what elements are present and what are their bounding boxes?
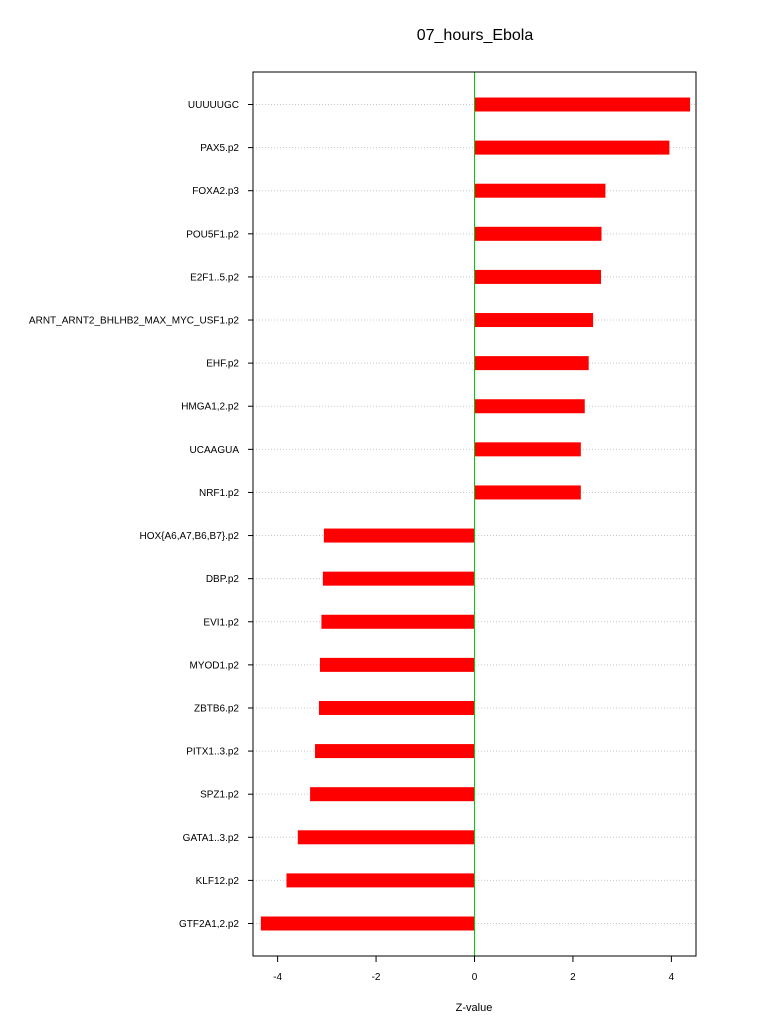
- bar: [310, 787, 474, 801]
- category-label: PAX5.p2: [200, 143, 239, 155]
- x-axis: [273, 956, 674, 983]
- category-label: FOXA2.p3: [192, 186, 239, 198]
- bar: [475, 141, 670, 155]
- x-tick-label: -2: [371, 972, 381, 983]
- bar: [319, 701, 475, 715]
- bar: [315, 744, 474, 758]
- x-tick-label: 0: [471, 972, 478, 983]
- category-label: UUUUUGC: [187, 100, 239, 111]
- category-label: DBP.p2: [205, 574, 239, 586]
- category-label: GATA1..3.p2: [182, 832, 239, 844]
- bar: [475, 442, 581, 456]
- bar: [475, 270, 602, 284]
- bar: [475, 98, 691, 112]
- bar: [475, 356, 589, 370]
- bar: [286, 873, 474, 887]
- bar: [320, 658, 475, 672]
- category-label: POU5F1.p2: [186, 229, 239, 241]
- category-label: EHF.p2: [206, 358, 239, 370]
- category-label: E2F1..5.p2: [190, 272, 239, 284]
- category-label: KLF12.p2: [195, 875, 239, 887]
- x-tick-label: -4: [273, 972, 283, 983]
- bar: [298, 830, 475, 844]
- category-label: HOX{A6,A7,B6,B7}.p2: [139, 531, 239, 543]
- category-label: GTF2A1,2.p2: [178, 919, 239, 930]
- bars: [261, 98, 690, 931]
- category-label: NRF1.p2: [198, 487, 239, 499]
- x-axis-title: Z-value: [455, 1002, 493, 1014]
- category-label: UCAAGUA: [189, 444, 239, 456]
- x-tick-label: 2: [570, 972, 576, 983]
- x-tick-label: 4: [668, 972, 675, 983]
- bar: [475, 313, 594, 327]
- category-labels: [29, 100, 253, 930]
- bar: [321, 615, 474, 629]
- category-label: PITX1..3.p2: [186, 746, 239, 758]
- category-label: ZBTB6.p2: [193, 703, 239, 715]
- category-label: EVI1.p2: [203, 617, 239, 629]
- bar: [475, 227, 602, 241]
- bar: [475, 399, 585, 413]
- bar: [475, 485, 581, 499]
- bar: [475, 184, 606, 198]
- chart-title: 07_hours_Ebola: [416, 27, 534, 44]
- bar: [324, 529, 475, 543]
- category-label: SPZ1.p2: [200, 789, 239, 801]
- category-label: HMGA1,2.p2: [181, 401, 239, 413]
- bar: [323, 572, 475, 586]
- category-label: MYOD1.p2: [189, 660, 239, 672]
- bar: [261, 917, 475, 931]
- category-label: ARNT_ARNT2_BHLHB2_MAX_MYC_USF1.p2: [28, 315, 239, 327]
